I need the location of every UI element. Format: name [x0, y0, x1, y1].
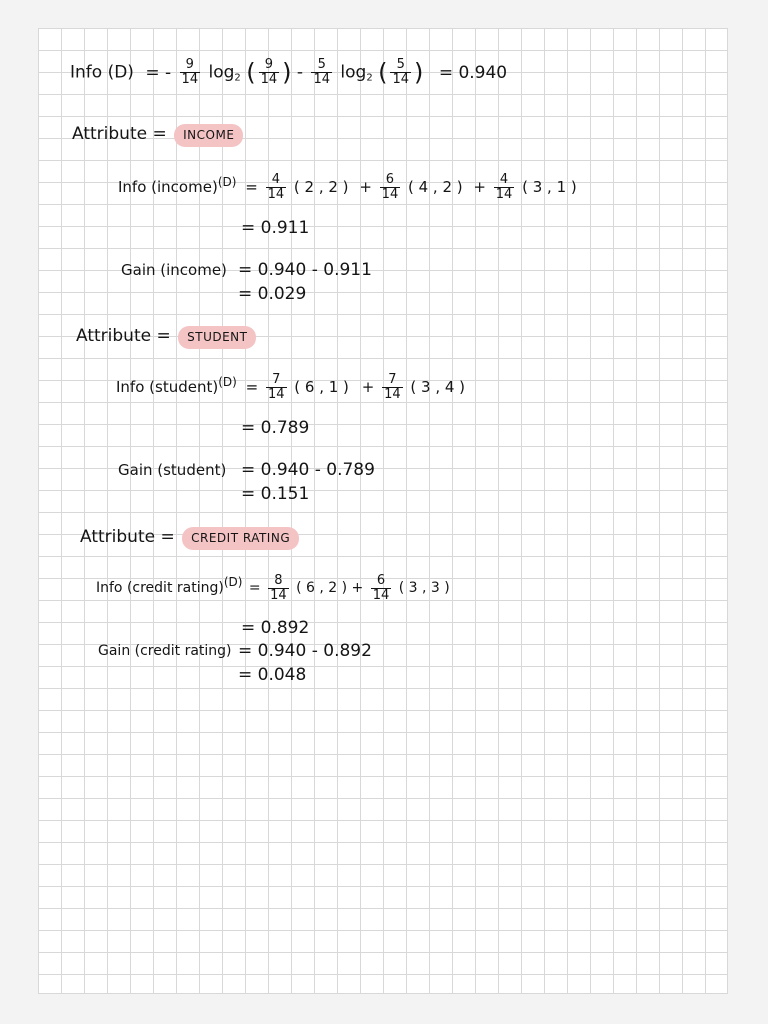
- term-pair: ( 6 , 2 ): [296, 580, 348, 596]
- fraction-2-den: 14: [260, 72, 278, 87]
- info-credit-rating-result: = 0.892: [241, 618, 310, 638]
- gain-income-label: Gain (income): [121, 261, 227, 279]
- attribute-heading-credit-rating: [80, 527, 299, 550]
- entropy-sign-1: = -: [145, 62, 172, 83]
- gain-student-result: = 0.151: [241, 484, 310, 504]
- paren-open-1: (: [246, 58, 256, 87]
- info-income-result: = 0.911: [241, 218, 310, 238]
- attribute-heading-income: [72, 124, 243, 147]
- fraction-3-num: 5: [311, 58, 332, 73]
- info-label: Info (income): [118, 178, 218, 196]
- term-num: 4: [266, 173, 287, 188]
- term-den: 14: [267, 187, 285, 202]
- term-num: 4: [494, 173, 515, 188]
- term-op: +: [351, 580, 364, 596]
- term-fraction: [266, 173, 287, 202]
- term-op: =: [245, 178, 258, 196]
- term-num: 7: [382, 373, 403, 388]
- entropy-sign-2: -: [296, 62, 304, 83]
- info-superscript: (D): [217, 175, 237, 189]
- term-den: 14: [270, 587, 287, 603]
- term-num: 6: [380, 173, 401, 188]
- term-fraction: [382, 373, 403, 402]
- term-den: 14: [372, 587, 390, 603]
- fraction-1-num: 9: [180, 58, 201, 73]
- entropy-lhs: Info (D): [70, 62, 134, 83]
- entropy-result: = 0.940: [438, 62, 508, 83]
- term-fraction: [268, 574, 289, 603]
- log-1: log: [208, 62, 235, 83]
- paren-close-1: ): [282, 58, 292, 87]
- attribute-highlight: INCOME: [174, 124, 243, 147]
- gain-credit-rating-label: Gain (credit rating): [98, 643, 232, 659]
- log-2: log: [340, 62, 367, 83]
- term-num: 8: [268, 574, 289, 589]
- fraction-4-num: 5: [390, 58, 411, 73]
- term-num: 6: [371, 574, 392, 589]
- term-fraction: [371, 574, 392, 603]
- term-den: 14: [381, 187, 399, 202]
- term-pair: ( 2 , 2 ): [293, 178, 349, 196]
- term-fraction: [266, 373, 287, 402]
- fraction-3: [311, 58, 332, 87]
- info-student-equation: [116, 372, 465, 402]
- log-2-base: 2: [366, 72, 373, 84]
- term-den: 14: [384, 387, 401, 402]
- term-op: +: [473, 178, 486, 196]
- term-num: 7: [266, 373, 287, 388]
- fraction-4-den: 14: [392, 72, 410, 87]
- log-1-base: 2: [234, 72, 241, 84]
- term-pair: ( 3 , 1 ): [522, 178, 577, 196]
- term-op: =: [248, 580, 261, 596]
- info-credit-rating-equation: [96, 572, 450, 603]
- attribute-highlight: CREDIT RATING: [182, 527, 299, 550]
- info-student-result: = 0.789: [241, 418, 310, 438]
- term-pair: ( 4 , 2 ): [408, 178, 463, 196]
- term-pair: ( 3 , 3 ): [398, 580, 450, 596]
- gain-student-expression: = 0.940 - 0.789: [241, 460, 375, 480]
- gain-income-expression: = 0.940 - 0.911: [238, 260, 372, 280]
- term-pair: ( 3 , 4 ): [410, 378, 466, 396]
- term-pair: ( 6 , 1 ): [294, 378, 349, 396]
- term-fraction: [494, 173, 515, 202]
- fraction-1: [180, 58, 201, 87]
- info-superscript: (D): [218, 375, 237, 389]
- info-superscript: (D): [223, 575, 243, 589]
- fraction-3-den: 14: [313, 72, 330, 87]
- gain-income-result: = 0.029: [238, 284, 307, 304]
- fraction-4: [390, 58, 411, 87]
- paren-close-2: ): [414, 58, 424, 87]
- gain-student-label: Gain (student): [118, 461, 227, 479]
- fraction-2: [259, 58, 280, 87]
- gain-credit-rating-result: = 0.048: [238, 665, 307, 685]
- term-den: 14: [267, 387, 285, 402]
- attribute-label: Attribute =: [72, 124, 167, 144]
- term-op: +: [359, 178, 372, 196]
- gain-credit-rating-expression: = 0.940 - 0.892: [238, 641, 372, 661]
- term-op: +: [361, 378, 375, 396]
- attribute-heading-student: [76, 326, 256, 349]
- term-fraction: [380, 173, 401, 202]
- info-label: Info (student): [116, 378, 219, 396]
- attribute-highlight: STUDENT: [178, 326, 256, 349]
- fraction-2-num: 9: [259, 58, 280, 73]
- info-income-equation: [118, 172, 577, 202]
- entropy-formula: [70, 58, 507, 89]
- attribute-label: Attribute =: [80, 527, 175, 547]
- fraction-1-den: 14: [181, 72, 199, 87]
- term-op: =: [245, 378, 259, 396]
- info-label: Info (credit rating): [96, 580, 224, 596]
- attribute-label: Attribute =: [76, 326, 171, 346]
- paren-open-2: (: [378, 58, 388, 87]
- term-den: 14: [495, 187, 513, 202]
